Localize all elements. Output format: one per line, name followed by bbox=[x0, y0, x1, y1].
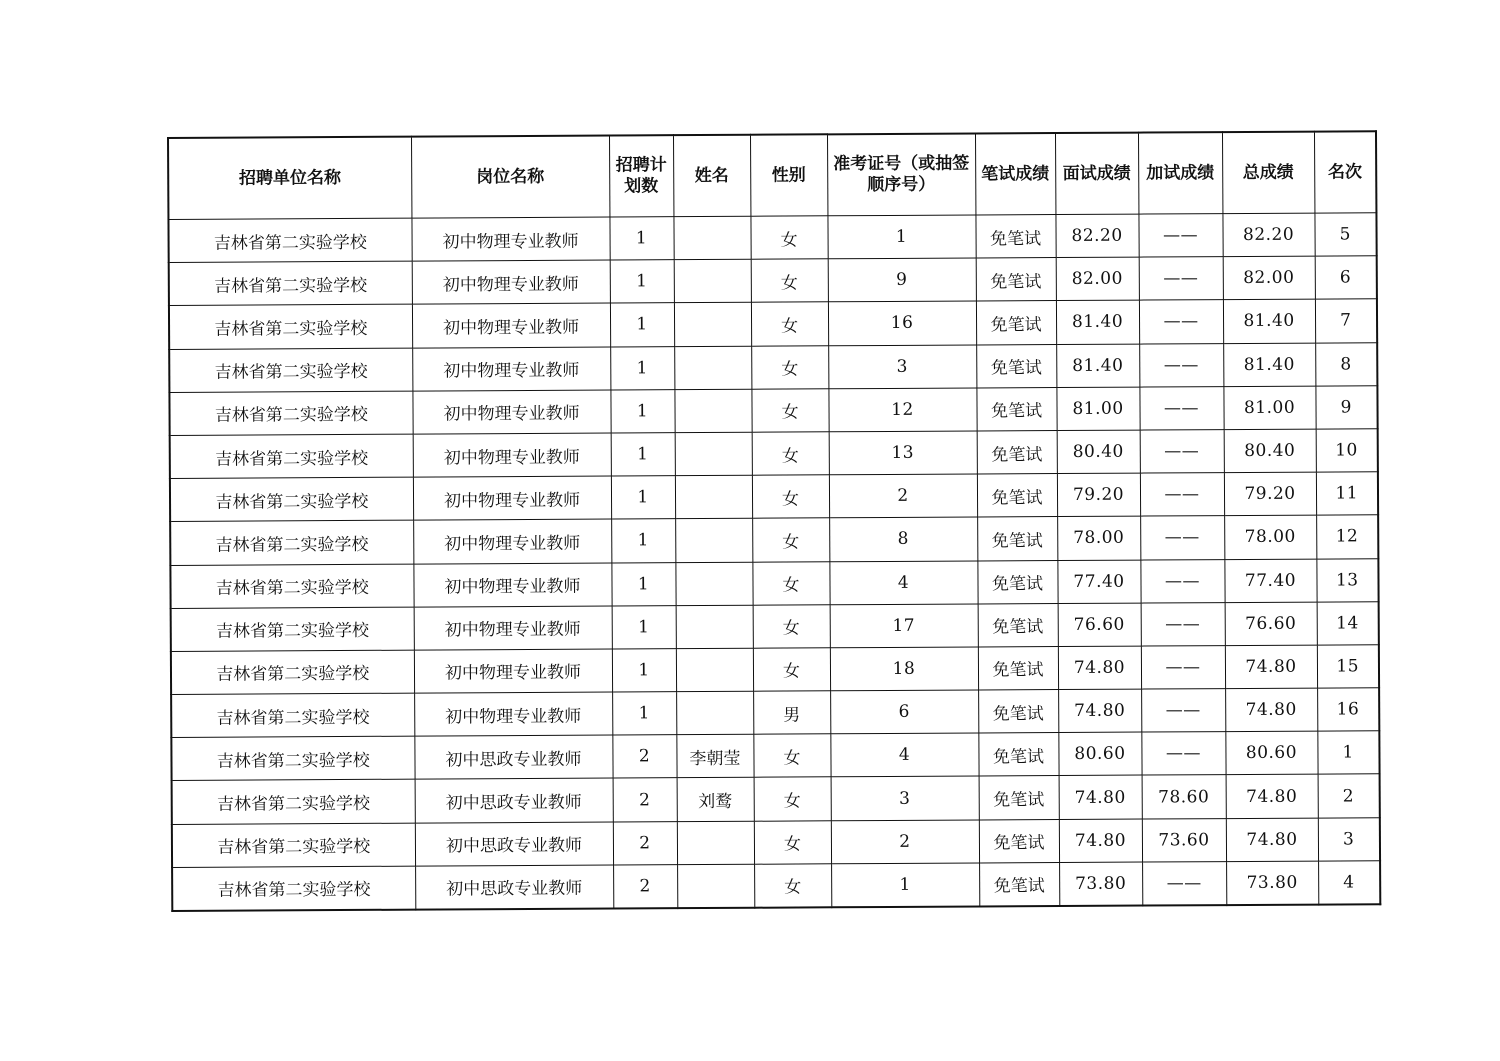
cell-written-score: 免笔试 bbox=[976, 344, 1056, 388]
table-header bbox=[168, 131, 1376, 219]
cell-gender: 女 bbox=[753, 604, 830, 648]
cell-unit-name: 吉林省第二实验学校 bbox=[170, 520, 413, 565]
cell-ticket-number: 8 bbox=[829, 517, 977, 561]
cell-plan-count: 1 bbox=[609, 217, 673, 261]
cell-interview-score: 78.00 bbox=[1057, 516, 1140, 560]
cell-name bbox=[674, 346, 751, 390]
cell-unit-name: 吉林省第二实验学校 bbox=[172, 823, 415, 868]
cell-extra-score: 73.60 bbox=[1142, 818, 1226, 862]
cell-extra-score: —— bbox=[1141, 732, 1225, 776]
cell-extra-score: 78.60 bbox=[1142, 775, 1226, 819]
cell-ticket-number: 1 bbox=[827, 215, 975, 259]
cell-interview-score: 74.80 bbox=[1058, 646, 1141, 690]
cell-extra-score: —— bbox=[1140, 559, 1224, 603]
cell-position-name: 初中物理专业教师 bbox=[414, 692, 612, 736]
cell-total-score: 81.00 bbox=[1223, 386, 1315, 430]
cell-gender: 女 bbox=[751, 302, 828, 346]
cell-interview-score: 73.80 bbox=[1059, 862, 1142, 906]
table-row bbox=[169, 342, 1377, 392]
table-row bbox=[170, 472, 1378, 522]
table-body bbox=[168, 213, 1380, 911]
cell-total-score: 74.80 bbox=[1226, 775, 1318, 819]
cell-written-score: 免笔试 bbox=[979, 776, 1059, 820]
cell-gender: 女 bbox=[754, 864, 831, 908]
cell-ticket-number: 18 bbox=[830, 647, 978, 691]
cell-ticket-number: 1 bbox=[831, 863, 979, 908]
cell-written-score: 免笔试 bbox=[977, 474, 1057, 518]
cell-gender: 女 bbox=[752, 432, 829, 476]
cell-rank: 14 bbox=[1317, 601, 1379, 645]
header-extra-score: 加试成绩 bbox=[1138, 132, 1222, 214]
cell-interview-score: 80.60 bbox=[1058, 732, 1141, 776]
cell-interview-score: 80.40 bbox=[1057, 430, 1140, 474]
cell-unit-name: 吉林省第二实验学校 bbox=[171, 736, 414, 781]
table-row bbox=[169, 299, 1377, 349]
cell-total-score: 78.00 bbox=[1224, 515, 1316, 559]
cell-name bbox=[675, 562, 752, 606]
table-row bbox=[172, 861, 1380, 911]
cell-total-score: 81.40 bbox=[1223, 343, 1315, 387]
results-table bbox=[167, 130, 1381, 912]
cell-unit-name: 吉林省第二实验学校 bbox=[170, 434, 413, 479]
cell-written-score: 免笔试 bbox=[975, 215, 1055, 259]
cell-rank: 5 bbox=[1314, 213, 1376, 257]
cell-total-score: 80.40 bbox=[1224, 429, 1316, 473]
cell-position-name: 初中思政专业教师 bbox=[414, 735, 612, 779]
cell-total-score: 73.80 bbox=[1226, 861, 1318, 905]
header-gender: 性别 bbox=[750, 134, 827, 216]
cell-interview-score: 81.00 bbox=[1056, 387, 1139, 431]
cell-total-score: 82.00 bbox=[1223, 256, 1315, 300]
cell-rank: 7 bbox=[1315, 299, 1377, 343]
cell-ticket-number: 16 bbox=[828, 301, 976, 345]
cell-position-name: 初中物理专业教师 bbox=[413, 476, 611, 520]
cell-interview-score: 74.80 bbox=[1059, 819, 1142, 863]
cell-unit-name: 吉林省第二实验学校 bbox=[169, 261, 412, 306]
cell-unit-name: 吉林省第二实验学校 bbox=[171, 607, 414, 652]
header-plan-count: 招聘计划数 bbox=[609, 135, 673, 217]
cell-ticket-number: 17 bbox=[830, 604, 978, 648]
cell-interview-score: 79.20 bbox=[1057, 473, 1140, 517]
cell-position-name: 初中思政专业教师 bbox=[415, 778, 613, 822]
cell-ticket-number: 13 bbox=[829, 431, 977, 475]
cell-written-score: 免笔试 bbox=[976, 301, 1056, 345]
cell-ticket-number: 6 bbox=[830, 690, 978, 734]
cell-extra-score: —— bbox=[1141, 645, 1225, 689]
cell-name bbox=[677, 821, 754, 865]
cell-position-name: 初中物理专业教师 bbox=[414, 606, 612, 650]
cell-written-score: 免笔试 bbox=[979, 819, 1059, 863]
cell-name bbox=[677, 864, 754, 908]
cell-position-name: 初中物理专业教师 bbox=[412, 390, 610, 434]
cell-position-name: 初中物理专业教师 bbox=[412, 260, 610, 304]
cell-name bbox=[674, 389, 751, 433]
cell-ticket-number: 2 bbox=[831, 820, 979, 864]
cell-plan-count: 1 bbox=[611, 476, 675, 520]
cell-extra-score: —— bbox=[1139, 343, 1223, 387]
cell-extra-score: —— bbox=[1140, 430, 1224, 474]
table-row bbox=[172, 817, 1380, 867]
cell-unit-name: 吉林省第二实验学校 bbox=[169, 391, 412, 436]
cell-name bbox=[675, 475, 752, 519]
cell-ticket-number: 3 bbox=[828, 345, 976, 389]
results-sheet bbox=[167, 130, 1379, 912]
cell-total-score: 76.60 bbox=[1225, 602, 1317, 646]
cell-name: 李朝莹 bbox=[676, 734, 753, 778]
table-row bbox=[171, 645, 1379, 695]
cell-position-name: 初中物理专业教师 bbox=[411, 217, 609, 261]
header-interview-score: 面试成绩 bbox=[1055, 133, 1138, 215]
cell-interview-score: 76.60 bbox=[1058, 603, 1141, 647]
table-row bbox=[170, 558, 1378, 608]
header-row bbox=[168, 131, 1376, 219]
table-row bbox=[169, 256, 1377, 306]
cell-written-score: 免笔试 bbox=[976, 387, 1056, 431]
cell-name bbox=[676, 605, 753, 649]
cell-position-name: 初中物理专业教师 bbox=[412, 347, 610, 391]
cell-unit-name: 吉林省第二实验学校 bbox=[169, 305, 412, 350]
cell-unit-name: 吉林省第二实验学校 bbox=[170, 477, 413, 522]
table-row bbox=[172, 774, 1380, 824]
cell-extra-score: —— bbox=[1142, 861, 1226, 905]
cell-name: 刘鹜 bbox=[677, 778, 754, 822]
table-row bbox=[169, 385, 1377, 435]
cell-unit-name: 吉林省第二实验学校 bbox=[172, 780, 415, 825]
cell-extra-score: —— bbox=[1139, 257, 1223, 301]
cell-rank: 9 bbox=[1315, 385, 1377, 429]
cell-plan-count: 1 bbox=[612, 605, 676, 649]
cell-written-score: 免笔试 bbox=[976, 258, 1056, 302]
cell-rank: 3 bbox=[1318, 817, 1380, 861]
cell-rank: 1 bbox=[1317, 731, 1379, 775]
cell-extra-score: —— bbox=[1141, 602, 1225, 646]
cell-gender: 女 bbox=[752, 518, 829, 562]
cell-position-name: 初中思政专业教师 bbox=[415, 822, 613, 866]
cell-position-name: 初中物理专业教师 bbox=[413, 563, 611, 607]
table-row bbox=[170, 429, 1378, 479]
table-row bbox=[171, 601, 1379, 651]
cell-ticket-number: 4 bbox=[830, 733, 978, 777]
table-row bbox=[170, 515, 1378, 565]
cell-plan-count: 2 bbox=[612, 735, 676, 779]
cell-written-score: 免笔试 bbox=[977, 560, 1057, 604]
cell-interview-score: 74.80 bbox=[1058, 689, 1141, 733]
cell-ticket-number: 9 bbox=[828, 258, 976, 302]
cell-interview-score: 77.40 bbox=[1057, 560, 1140, 604]
cell-extra-score: —— bbox=[1139, 300, 1223, 344]
cell-extra-score: —— bbox=[1138, 214, 1222, 258]
cell-gender: 女 bbox=[751, 345, 828, 389]
cell-total-score: 81.40 bbox=[1223, 299, 1315, 343]
cell-gender: 男 bbox=[753, 691, 830, 735]
header-written-score: 笔试成绩 bbox=[975, 133, 1055, 215]
cell-written-score: 免笔试 bbox=[977, 517, 1057, 561]
table-row bbox=[171, 731, 1379, 781]
cell-interview-score: 82.00 bbox=[1056, 257, 1139, 301]
cell-interview-score: 81.40 bbox=[1056, 344, 1139, 388]
cell-extra-score: —— bbox=[1139, 386, 1223, 430]
cell-gender: 女 bbox=[751, 389, 828, 433]
cell-ticket-number: 3 bbox=[831, 776, 979, 820]
cell-unit-name: 吉林省第二实验学校 bbox=[171, 693, 414, 738]
cell-total-score: 77.40 bbox=[1224, 559, 1316, 603]
cell-rank: 16 bbox=[1317, 688, 1379, 732]
cell-total-score: 74.80 bbox=[1225, 645, 1317, 689]
cell-name bbox=[674, 259, 751, 303]
cell-written-score: 免笔试 bbox=[978, 603, 1058, 647]
cell-position-name: 初中思政专业教师 bbox=[415, 865, 613, 910]
cell-ticket-number: 4 bbox=[829, 560, 977, 604]
cell-plan-count: 2 bbox=[613, 864, 677, 908]
cell-rank: 11 bbox=[1316, 472, 1378, 516]
cell-plan-count: 1 bbox=[611, 519, 675, 563]
cell-plan-count: 1 bbox=[610, 260, 674, 304]
cell-extra-score: —— bbox=[1140, 516, 1224, 560]
cell-name bbox=[675, 432, 752, 476]
cell-rank: 13 bbox=[1316, 558, 1378, 602]
cell-extra-score: —— bbox=[1140, 473, 1224, 517]
cell-total-score: 82.20 bbox=[1222, 213, 1314, 257]
cell-plan-count: 1 bbox=[610, 303, 674, 347]
cell-unit-name: 吉林省第二实验学校 bbox=[172, 866, 415, 911]
cell-plan-count: 1 bbox=[611, 433, 675, 477]
cell-total-score: 74.80 bbox=[1225, 688, 1317, 732]
cell-written-score: 免笔试 bbox=[978, 646, 1058, 690]
cell-total-score: 79.20 bbox=[1224, 472, 1316, 516]
cell-written-score: 免笔试 bbox=[978, 690, 1058, 734]
cell-plan-count: 1 bbox=[610, 346, 674, 390]
cell-rank: 2 bbox=[1318, 774, 1380, 818]
cell-rank: 10 bbox=[1316, 429, 1378, 473]
header-position-name: 岗位名称 bbox=[411, 136, 609, 219]
cell-total-score: 74.80 bbox=[1226, 818, 1318, 862]
cell-unit-name: 吉林省第二实验学校 bbox=[170, 564, 413, 609]
cell-interview-score: 74.80 bbox=[1059, 776, 1142, 820]
cell-written-score: 免笔试 bbox=[979, 862, 1059, 906]
cell-unit-name: 吉林省第二实验学校 bbox=[168, 218, 411, 263]
cell-name bbox=[676, 648, 753, 692]
cell-plan-count: 1 bbox=[612, 692, 676, 736]
cell-gender: 女 bbox=[750, 216, 827, 260]
header-rank: 名次 bbox=[1314, 131, 1376, 213]
cell-position-name: 初中物理专业教师 bbox=[413, 433, 611, 477]
cell-name bbox=[676, 691, 753, 735]
cell-rank: 12 bbox=[1316, 515, 1378, 559]
cell-gender: 女 bbox=[751, 259, 828, 303]
table-row bbox=[171, 688, 1379, 738]
cell-gender: 女 bbox=[753, 734, 830, 778]
cell-rank: 15 bbox=[1317, 645, 1379, 689]
cell-plan-count: 2 bbox=[613, 821, 677, 865]
cell-plan-count: 1 bbox=[611, 562, 675, 606]
cell-position-name: 初中物理专业教师 bbox=[414, 649, 612, 693]
header-unit-name: 招聘单位名称 bbox=[168, 137, 411, 220]
header-name: 姓名 bbox=[673, 135, 750, 217]
cell-extra-score: —— bbox=[1141, 689, 1225, 733]
table-row bbox=[168, 213, 1376, 263]
header-total-score: 总成绩 bbox=[1222, 132, 1314, 214]
cell-position-name: 初中物理专业教师 bbox=[413, 519, 611, 563]
cell-ticket-number: 2 bbox=[829, 474, 977, 518]
cell-rank: 4 bbox=[1318, 861, 1380, 905]
cell-written-score: 免笔试 bbox=[978, 733, 1058, 777]
header-ticket-number: 准考证号（或抽签顺序号） bbox=[827, 133, 975, 215]
cell-interview-score: 81.40 bbox=[1056, 300, 1139, 344]
cell-name bbox=[673, 216, 750, 260]
cell-gender: 女 bbox=[753, 648, 830, 692]
cell-name bbox=[675, 519, 752, 563]
cell-gender: 女 bbox=[754, 777, 831, 821]
cell-rank: 8 bbox=[1315, 342, 1377, 386]
cell-written-score: 免笔试 bbox=[977, 430, 1057, 474]
cell-interview-score: 82.20 bbox=[1055, 214, 1138, 258]
cell-plan-count: 1 bbox=[612, 649, 676, 693]
cell-plan-count: 1 bbox=[610, 389, 674, 433]
cell-plan-count: 2 bbox=[613, 778, 677, 822]
cell-gender: 女 bbox=[752, 475, 829, 519]
cell-rank: 6 bbox=[1315, 256, 1377, 300]
cell-gender: 女 bbox=[754, 820, 831, 864]
cell-unit-name: 吉林省第二实验学校 bbox=[169, 348, 412, 393]
cell-gender: 女 bbox=[752, 561, 829, 605]
cell-name bbox=[674, 303, 751, 347]
cell-position-name: 初中物理专业教师 bbox=[412, 303, 610, 347]
cell-total-score: 80.60 bbox=[1225, 731, 1317, 775]
cell-ticket-number: 12 bbox=[828, 388, 976, 432]
cell-unit-name: 吉林省第二实验学校 bbox=[171, 650, 414, 695]
